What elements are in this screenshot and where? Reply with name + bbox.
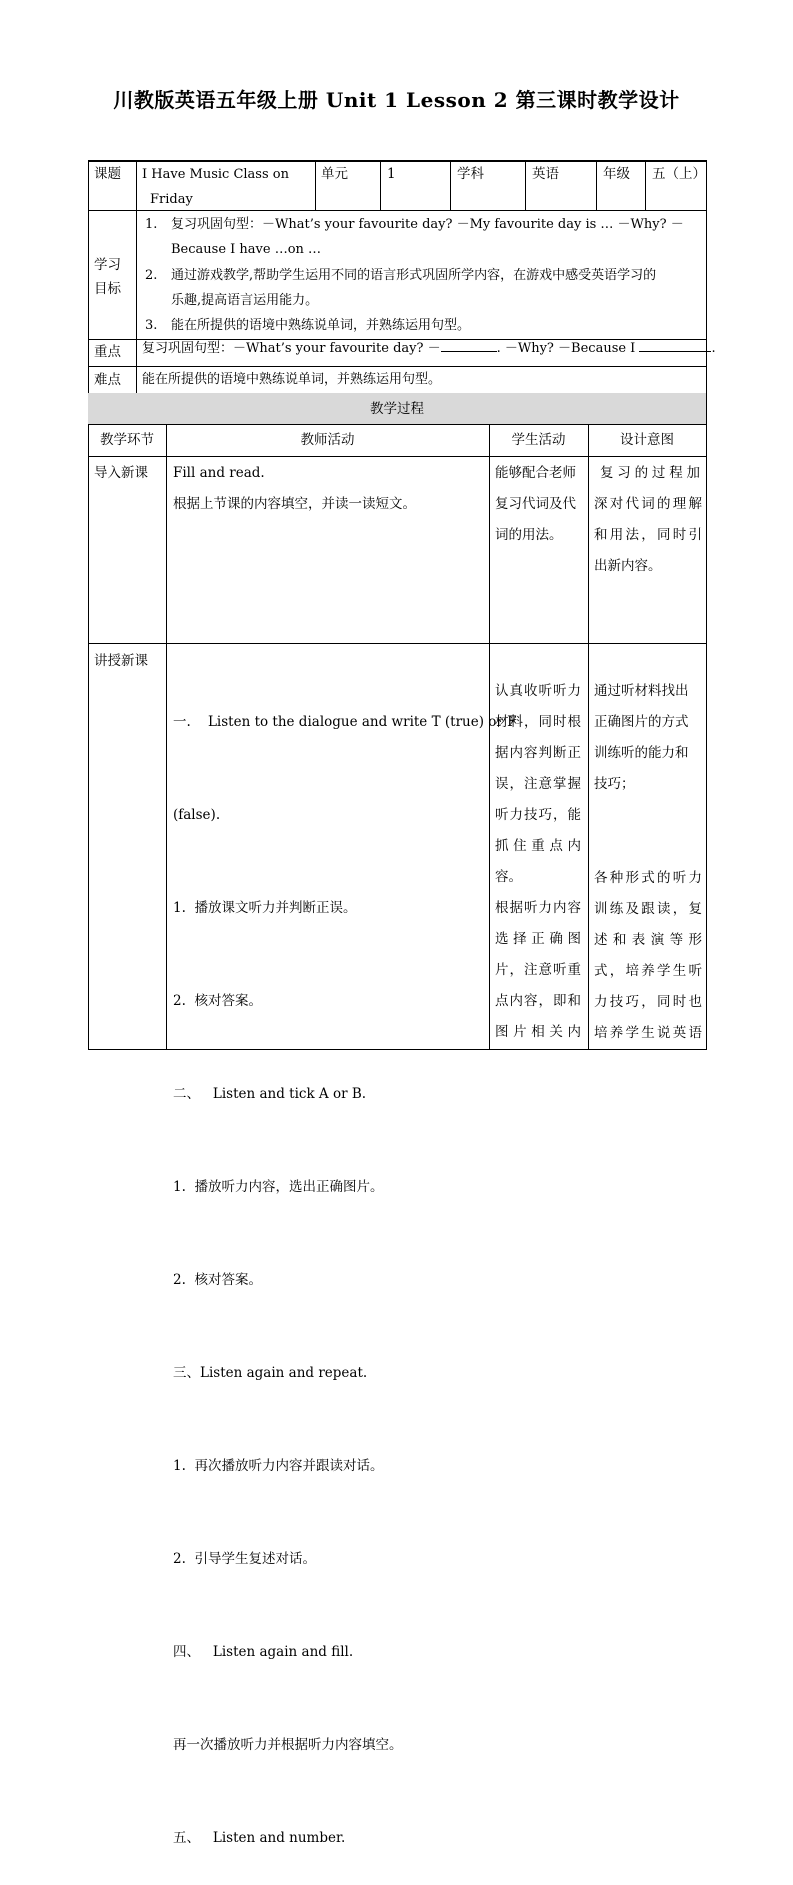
blank-line (639, 337, 711, 352)
student-activity: 能够配合老师 复习代词及代 词的用法。 (495, 465, 576, 543)
stage-label: 讲授新课 (94, 653, 148, 669)
column-header-intent: 设计意图 (620, 432, 674, 448)
objective-item: 能在所提供的语境中熟练说单词，并熟练运用句型。 (171, 318, 471, 333)
teacher-activity: Fill and read. 根据上节课的内容填空，并读一读短文。 (173, 465, 416, 512)
stage-label: 导入新课 (94, 465, 148, 481)
objective-item-cont: Because I have …on … (171, 242, 322, 257)
objective-number: 1. (145, 217, 158, 232)
unit-label: 单元 (321, 166, 348, 182)
blank-line (441, 337, 497, 352)
design-intent: 复习的过程加 深对代词的理解 和用法，同时引 出新内容。 (594, 465, 702, 574)
subject-label: 学科 (457, 166, 484, 182)
key-points-label: 重点 (94, 344, 121, 360)
objective-number: 2. (145, 268, 158, 283)
difficulties-text: 能在所提供的语境中熟练说单词，并熟练运用句型。 (142, 372, 442, 387)
topic-value: I Have Music Class on (142, 167, 289, 182)
objective-item: 复习巩固句型：－What’s your favourite day? －My favourite day is … －Why? － (171, 217, 684, 232)
topic-label: 课题 (94, 166, 121, 182)
process-header: 教学过程 (370, 401, 424, 417)
column-header-student: 学生活动 (511, 432, 566, 448)
design-intent: 通过听材料找出 正确图片的方式 训练听的能力和 技巧； (594, 683, 689, 792)
student-activity: 认真收听听力 材料，同时根 据内容判断正 误，注意掌握 听力技巧，能 抓住重点内 容。 根据听力内容 选择正确图 片，注意听重 点内容，即和 图片相关内 (495, 683, 581, 1040)
column-header-teacher: 教师活动 (300, 432, 355, 448)
document-title: 川教版英语五年级上册 Unit 1 Lesson 2 第三课时教学设计 (113, 88, 680, 112)
design-intent: 各种形式的听力 训练及跟读，复 述和表演等形 式，培养学生听 力技巧，同时也 培养学生说英语 (594, 870, 702, 1041)
objective-item-cont: 乐趣,提高语言运用能力。 (171, 293, 319, 308)
objective-number: 3. (145, 318, 158, 333)
column-header-stage: 教学环节 (100, 432, 154, 448)
grade-value: 五（上） (652, 166, 706, 182)
objective-item: 通过游戏教学,帮助学生运用不同的语言形式巩固所学内容，在游戏中感受英语学习的 (171, 268, 657, 283)
teacher-activity: 一. Listen to the dialogue and write T (true) or F (false). 1. 播放课文听力并判断正误。 2. 核对答案。 二、 Listen and tick A or B. 1. 播放听力内容，选出正确图片。 2. 核对答案。 三、Listen again and repeat. 1. 再次播放听力内容并跟读对话。 2. 引导学生复述对话。 四、 Listen again and fill. 再一次播放听力并根据听力内容填空。 五、 Listen and number. (173, 714, 517, 1846)
objectives-label: 学习 (94, 257, 121, 273)
subject-value: 英语 (532, 166, 559, 182)
unit-value: 1 (387, 166, 396, 182)
topic-value-cont: Friday (150, 192, 193, 207)
grade-label: 年级 (603, 166, 630, 182)
difficulties-label: 难点 (94, 372, 121, 388)
key-points-text: 复习巩固句型：－What’s your favourite day? － . －Why? －Because I . (142, 337, 716, 360)
objectives-label-cont: 目标 (94, 281, 121, 297)
